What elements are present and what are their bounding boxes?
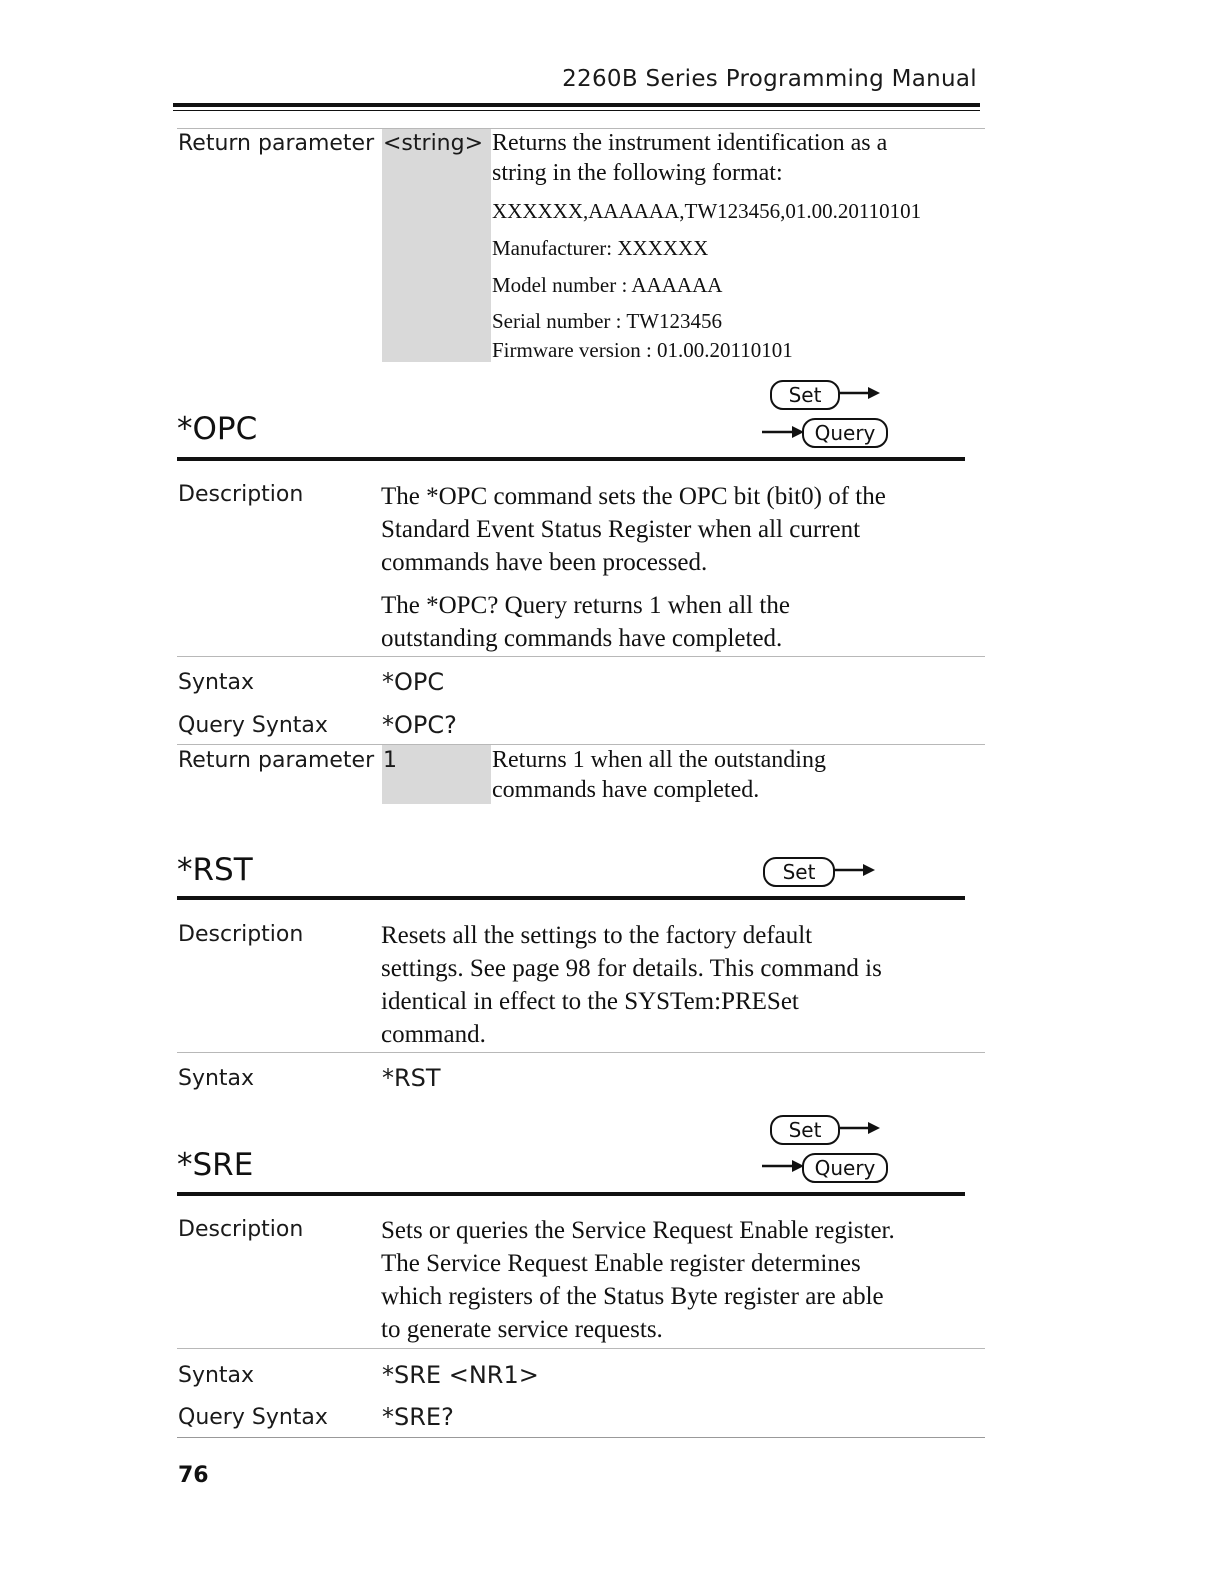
syntax-value: *OPC (382, 668, 445, 696)
row-divider (177, 1348, 985, 1349)
query-arrow-icon (762, 1157, 806, 1175)
set-arrow-icon (833, 861, 877, 879)
idn-manufacturer: Manufacturer: XXXXXX (492, 236, 709, 260)
desc-line: Resets all the settings to the factory default (381, 922, 813, 949)
param-shade (382, 745, 491, 804)
desc-line: Returns 1 when all the outstanding (492, 747, 826, 773)
syntax-value: *SRE <NR1> (382, 1361, 539, 1389)
syntax-label: Syntax (178, 1363, 255, 1388)
row-divider (177, 1437, 985, 1438)
desc-line: settings. See page 98 for details. This command is (381, 955, 882, 982)
header-rule (173, 103, 980, 107)
desc-line: Standard Event Status Register when all current (381, 516, 861, 543)
idn-format: XXXXXX,AAAAAA,TW123456,01.00.20110101 (492, 199, 922, 223)
param-string: <string> (383, 131, 484, 156)
description-label: Description (178, 482, 304, 507)
section-rule (177, 457, 965, 461)
row-divider (177, 1052, 985, 1053)
return-param-value: 1 (383, 748, 397, 773)
command-title-sre: *SRE (177, 1147, 254, 1183)
desc-line: command. (381, 1021, 486, 1048)
idn-serial: Serial number : TW123456 (492, 309, 722, 333)
opc-description (381, 480, 981, 655)
query-badge: Query (802, 1153, 888, 1183)
header-rule-thin (173, 110, 980, 111)
desc-line: The *OPC command sets the OPC bit (bit0) of the (381, 483, 886, 510)
set-badge: Set (770, 380, 840, 410)
syntax-value: *RST (382, 1064, 441, 1092)
set-arrow-icon (838, 1119, 882, 1137)
command-title-opc: *OPC (177, 411, 258, 447)
desc-line: identical in effect to the SYSTem:PRESet (381, 988, 799, 1015)
desc-line: commands have completed. (492, 777, 760, 803)
query-syntax-label: Query Syntax (178, 713, 328, 738)
return-parameter-label: Return parameter (178, 748, 375, 773)
query-syntax-label: Query Syntax (178, 1405, 328, 1430)
idn-desc-line: Returns the instrument identification as a (492, 130, 888, 156)
set-badge: Set (763, 857, 835, 887)
section-rule (177, 896, 965, 900)
desc-line: The Service Request Enable register determines (381, 1250, 861, 1277)
description-label: Description (178, 1217, 304, 1242)
idn-firmware: Firmware version : 01.00.20110101 (492, 338, 793, 362)
desc-line: to generate service requests. (381, 1316, 663, 1343)
section-rule (177, 1192, 965, 1196)
set-arrow-icon (838, 384, 882, 402)
desc-line: The *OPC? Query returns 1 when all the (381, 592, 790, 619)
idn-desc-line: string in the following format: (492, 160, 783, 186)
row-divider (177, 656, 985, 657)
idn-model: Model number : AAAAAA (492, 273, 723, 297)
desc-line: Sets or queries the Service Request Enable register. (381, 1217, 895, 1244)
sre-description (381, 1214, 991, 1346)
idn-description (492, 128, 887, 188)
desc-line: commands have been processed. (381, 549, 708, 576)
desc-line: which registers of the Status Byte register are able (381, 1283, 884, 1310)
running-header-title: 2260B Series Programming Manual (562, 66, 977, 92)
return-parameter-label: Return parameter (178, 131, 375, 156)
param-shade (382, 129, 491, 362)
syntax-label: Syntax (178, 1066, 255, 1091)
page-number: 76 (178, 1463, 209, 1488)
rst-description (381, 919, 981, 1051)
query-badge: Query (802, 418, 888, 448)
query-syntax-value: *OPC? (382, 711, 457, 739)
desc-line: outstanding commands have completed. (381, 625, 783, 652)
description-label: Description (178, 922, 304, 947)
syntax-label: Syntax (178, 670, 255, 695)
query-arrow-icon (762, 423, 806, 441)
query-syntax-value: *SRE? (382, 1403, 454, 1431)
set-badge: Set (770, 1115, 840, 1145)
command-title-rst: *RST (177, 852, 253, 888)
return-description (492, 745, 826, 805)
